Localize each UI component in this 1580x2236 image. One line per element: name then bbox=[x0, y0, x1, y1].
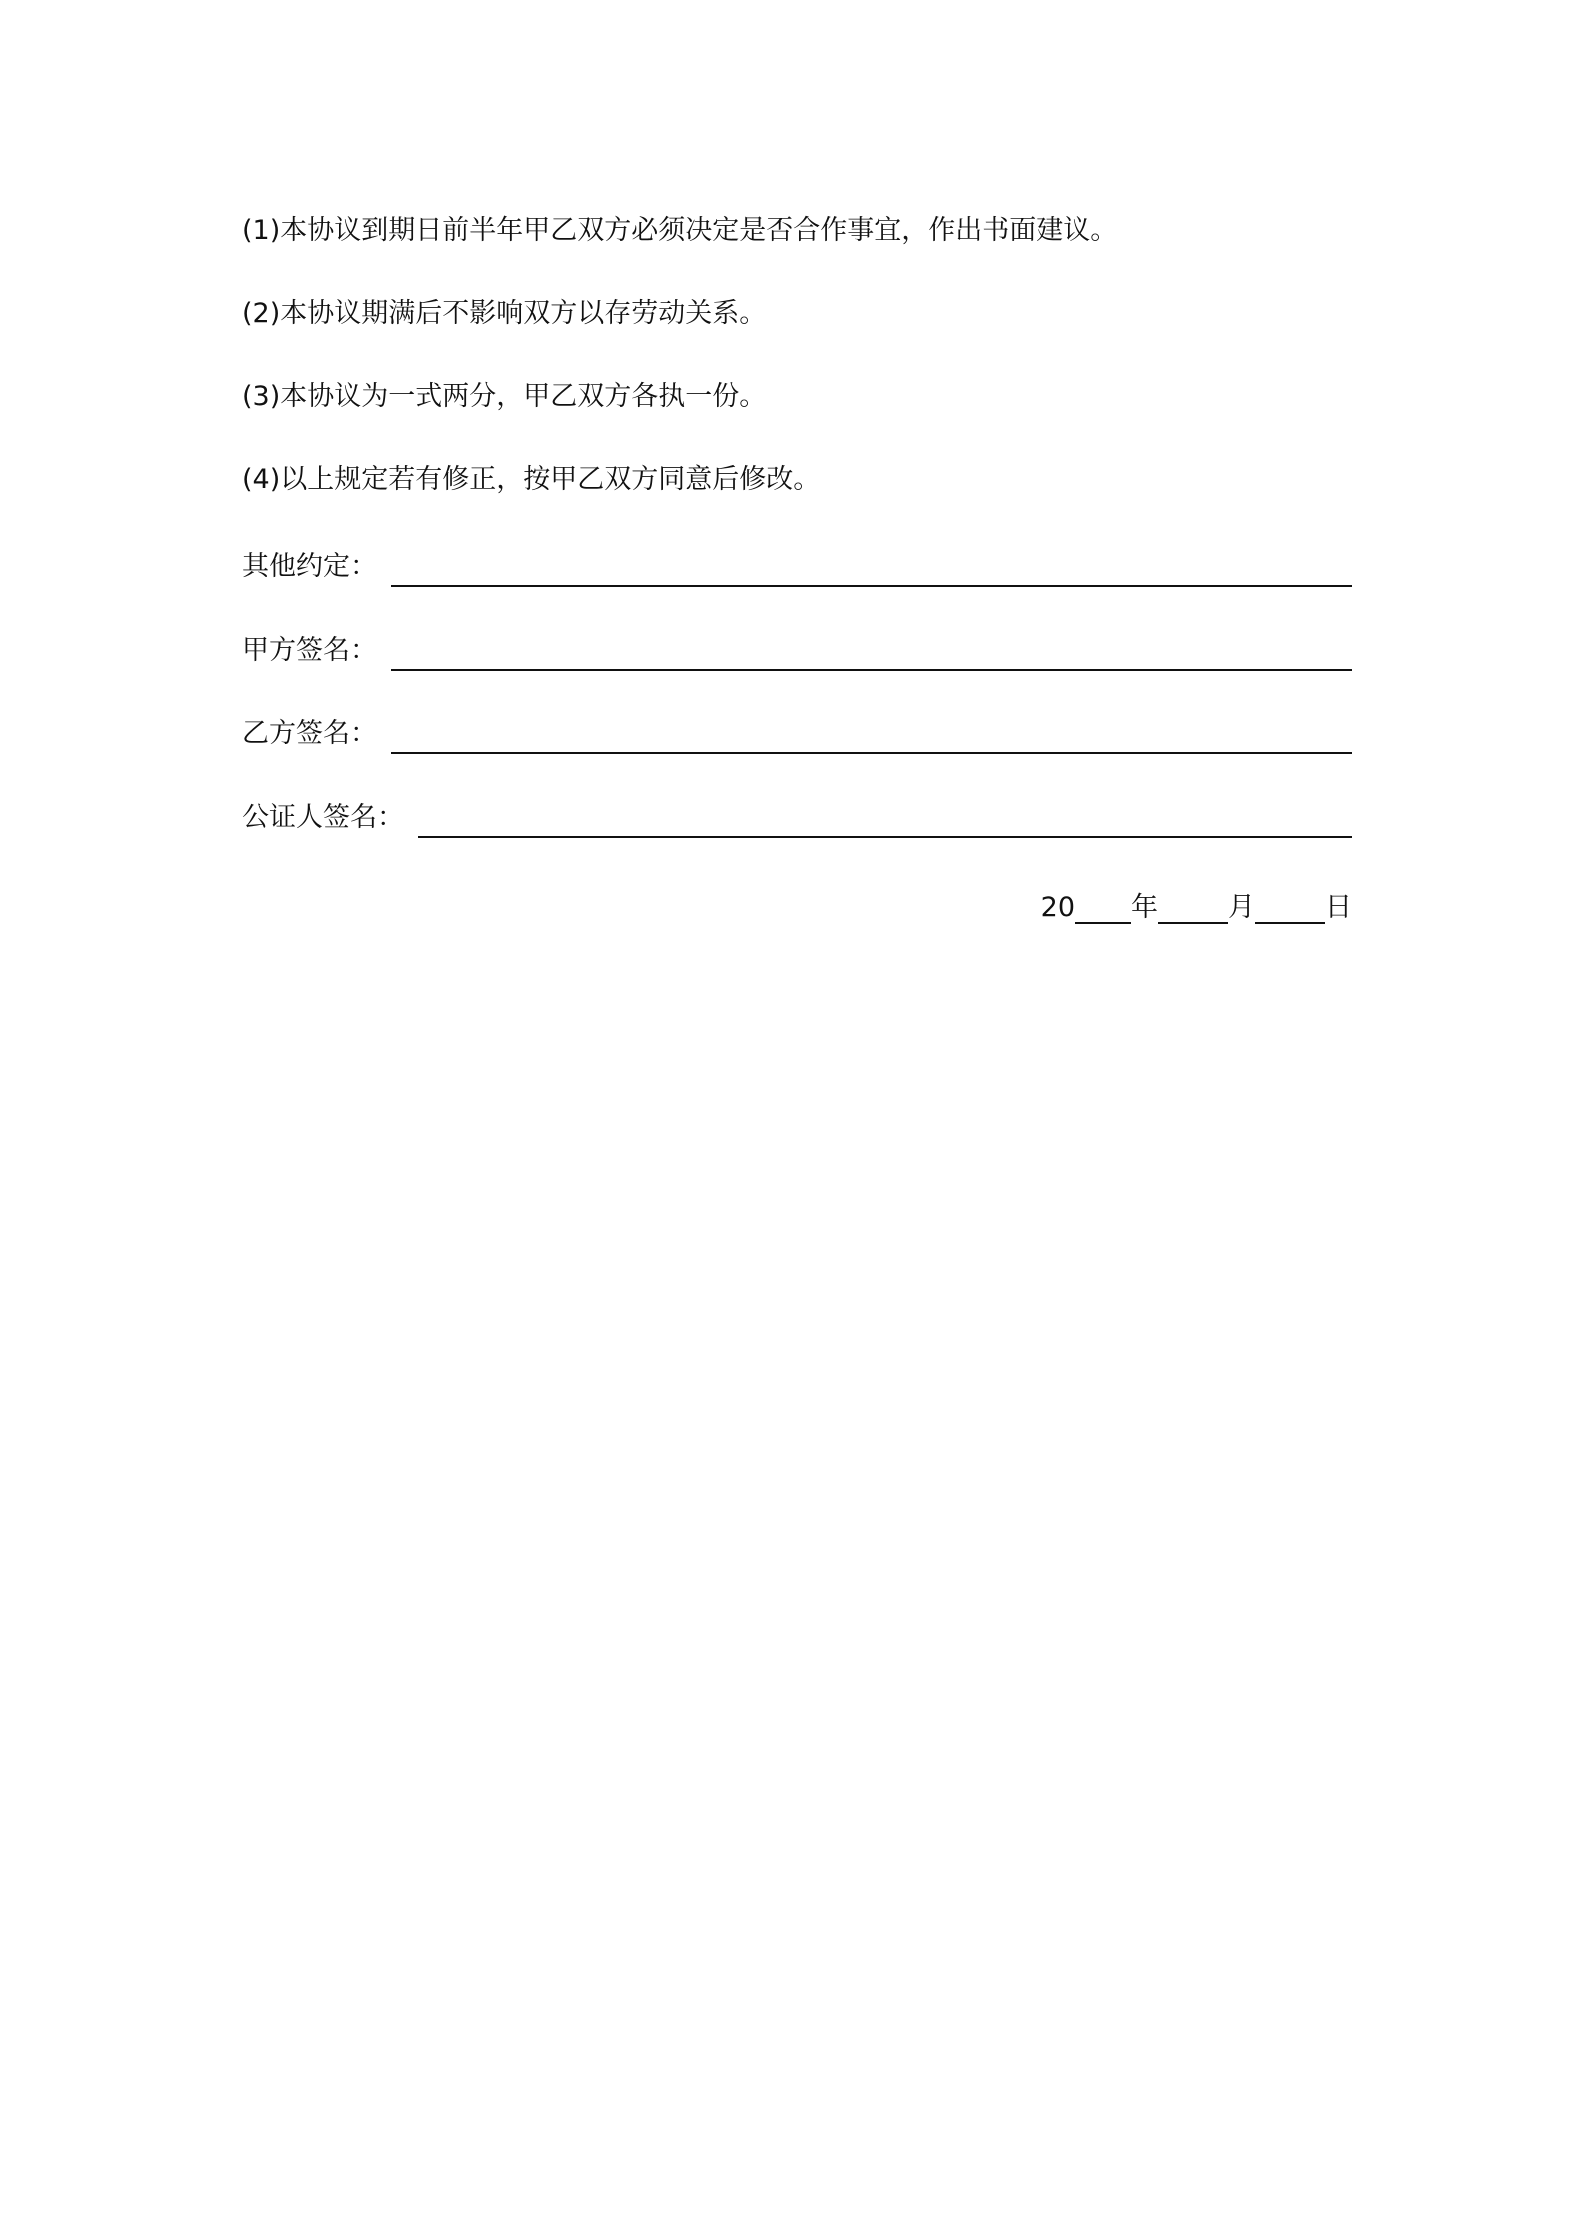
party-b-signature-field bbox=[242, 710, 1352, 754]
party-a-signature-label: 甲方签名： bbox=[242, 635, 377, 666]
date-century: 20 bbox=[1040, 892, 1075, 923]
date-month-label: 月 bbox=[1228, 892, 1255, 923]
clause-4: (4)以上规定若有修正，按甲乙双方同意后修改。 bbox=[242, 464, 821, 495]
date-month-blank[interactable] bbox=[1158, 922, 1228, 924]
party-a-signature-field bbox=[242, 627, 1352, 671]
date-day-label: 日 bbox=[1325, 892, 1352, 923]
clause-2: (2)本协议期满后不影响双方以存劳动关系。 bbox=[242, 298, 767, 329]
clause-1: (1)本协议到期日前半年甲乙双方必须决定是否合作事宜，作出书面建议。 bbox=[242, 215, 1118, 246]
clause-3: (3)本协议为一式两分，甲乙双方各执一份。 bbox=[242, 381, 767, 412]
notary-signature-label: 公证人签名： bbox=[242, 802, 404, 833]
date-day-blank[interactable] bbox=[1255, 922, 1325, 924]
other-terms-field bbox=[242, 543, 1352, 587]
date-year-label: 年 bbox=[1131, 892, 1158, 923]
date-year-blank[interactable] bbox=[1075, 922, 1131, 924]
notary-signature-field bbox=[242, 794, 1352, 838]
other-terms-label: 其他约定： bbox=[242, 551, 377, 582]
party-a-signature-line[interactable] bbox=[391, 669, 1352, 671]
party-b-signature-line[interactable] bbox=[391, 752, 1352, 754]
other-terms-line[interactable] bbox=[391, 585, 1352, 587]
party-b-signature-label: 乙方签名： bbox=[242, 718, 377, 749]
signing-date bbox=[1041, 884, 1352, 928]
notary-signature-line[interactable] bbox=[418, 836, 1352, 838]
